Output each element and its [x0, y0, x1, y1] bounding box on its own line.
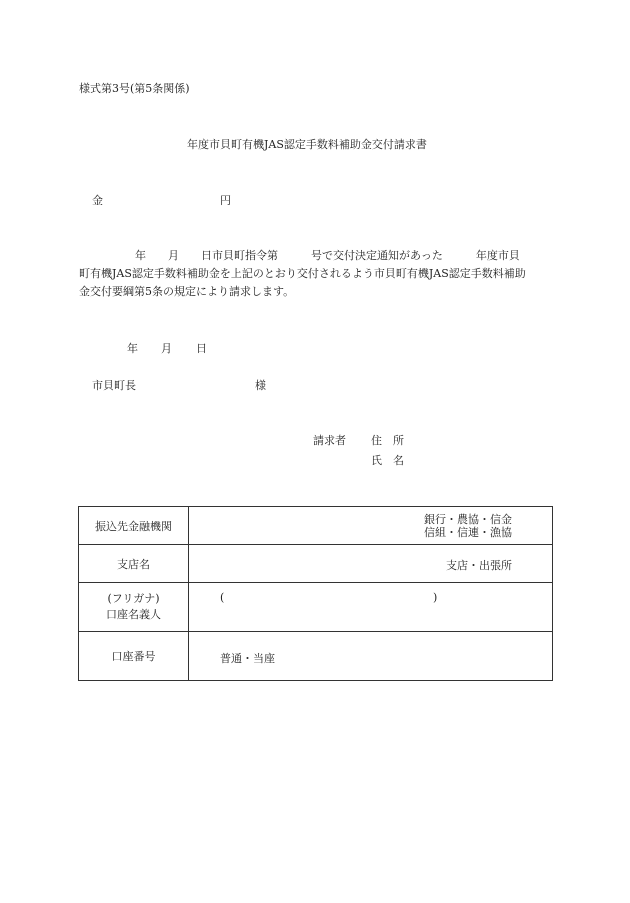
requester-name-label: 氏 名 — [371, 454, 404, 467]
branch-cell[interactable] — [189, 545, 553, 583]
date-year: 年 — [127, 342, 138, 355]
requester-label: 請求者 — [313, 434, 346, 447]
institution-cell[interactable] — [189, 507, 553, 545]
addressee-honorific: 様 — [255, 379, 266, 392]
account-type-options: 普通・当座 — [220, 652, 275, 665]
table-row-branch — [79, 545, 553, 583]
table-row-institution — [79, 507, 553, 545]
holder-label-cell — [79, 583, 189, 632]
institution-options-line2: 信組・信連・漁協 — [424, 526, 512, 539]
holder-cell[interactable] — [189, 583, 553, 632]
form-number: 様式第3号(第5条関係) — [79, 82, 190, 95]
amount-prefix: 金 — [92, 194, 103, 207]
addressee-name: 市貝町長 — [92, 379, 136, 392]
account-holder-label: 口座名義人 — [106, 608, 161, 621]
account-number-label: 口座番号 — [79, 632, 189, 681]
furigana-paren-open: ( — [220, 591, 225, 604]
institution-options-line1: 銀行・農協・信金 — [424, 513, 512, 526]
date-day: 日 — [196, 342, 207, 355]
furigana-paren-close: ) — [433, 591, 438, 604]
account-number-cell[interactable] — [189, 632, 553, 681]
furigana-label: (フリガナ) — [107, 592, 160, 605]
bank-transfer-table — [78, 506, 553, 681]
body-line-3: 金交付要綱第5条の規定により請求します。 — [79, 285, 295, 298]
date-month: 月 — [161, 342, 172, 355]
body-line-1: 年 月 日市貝町指令第 号で交付決定通知があった 年度市貝 — [135, 249, 520, 262]
body-line-2: 町有機JAS認定手数料補助金を上記のとおり交付されるよう市貝町有機JAS認定手数料補助 — [79, 267, 526, 280]
table-row-holder — [79, 583, 553, 632]
requester-address-label: 住 所 — [371, 434, 404, 447]
institution-label: 振込先金融機関 — [79, 507, 189, 545]
request-body — [79, 247, 569, 301]
branch-options: 支店・出張所 — [446, 559, 512, 572]
branch-label: 支店名 — [79, 545, 189, 583]
amount-unit: 円 — [220, 194, 231, 207]
document-title: 年度市貝町有機JAS認定手数料補助金交付請求書 — [187, 138, 427, 151]
table-row-account — [79, 632, 553, 681]
